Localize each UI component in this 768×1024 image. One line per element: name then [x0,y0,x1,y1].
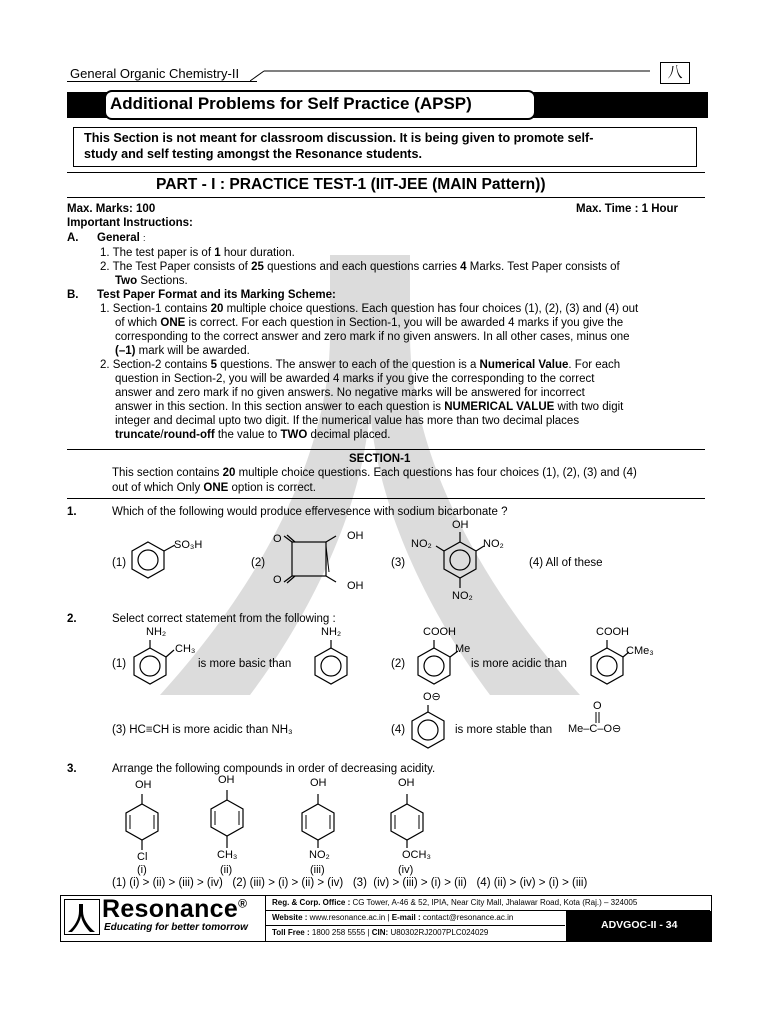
section-a-title [97,232,146,245]
instruction-a1-post: hour duration. [220,247,295,259]
s1-l1-post: multiple choice questions. Each questions has four choices (1), (2), (3) and (4) [235,467,637,479]
instruction-a1-bold: 1 [214,247,221,259]
instructions-heading: Important Instructions: [67,217,193,229]
instruction-a2-bold1: 25 [251,261,264,273]
q3-sub-iii: NO₂ [309,849,330,861]
q1-picric-no2-bottom: NO₂ [452,590,473,602]
footer-logo-block [62,897,262,938]
q1-picric-no2-left: NO₂ [411,538,432,550]
part-title: PART - I : PRACTICE TEST-1 (IIT-JEE (MAIN Pattern)) [156,176,546,193]
q3-sub-i: Cl [137,851,148,863]
footer-cin-text: U80302RJ2007PLC024029 [388,928,489,937]
q3-text: Arrange the following compounds in order of decreasing acidity. [112,763,436,775]
b2-l6-bold3: TWO [280,429,308,441]
q2-ch3: CH₃ [175,643,196,655]
header-rule [67,81,257,82]
b1-l2-bold: ONE [160,317,186,329]
footer-brand-text: Resonance [102,895,239,923]
instruction-a1 [100,247,295,260]
s1-l2-post: option is correct. [228,482,316,494]
b1-l4-bold: (–1) [115,345,136,357]
footer-brand-reg: ® [238,896,248,911]
q1-option-2-label: (2) [251,557,266,569]
chapter-title: General Organic Chemistry-II [70,66,240,81]
instruction-a2 [100,261,620,274]
instruction-b2-l5: integer and decimal upto two digit. If the numerical value has more than two decimal places [115,415,580,427]
section1-line2 [112,482,316,495]
q1-text: Which of the following would produce effervesence with sodium bicarbonate ? [112,506,508,518]
q2-cooh-b: COOH [596,626,629,638]
footer-website [272,911,513,924]
instruction-b2-l3: answer and zero mark if no given answers. No negative marks will be answered for incorrect [115,387,585,399]
footer-page-code: ADVGOC-II - 34 [601,919,678,931]
q3-oh-iii: OH [310,777,327,789]
q2-acetate-o: O [593,700,602,712]
section1-line1 [112,467,637,480]
b2-l1-mid: questions. The answer to each of the question is a [217,359,480,371]
b1-l1-bold: 20 [210,303,224,315]
s1-l2-bold: ONE [203,482,229,494]
q1-oxo-bottom: O [273,574,282,586]
apsp-title: Additional Problems for Self Practice (APSP) [110,94,472,113]
instruction-b2-l1 [100,359,620,372]
q2-option-1-text: is more basic than [198,658,292,670]
section-a-label: A. [67,232,79,244]
q2-me: Me [455,643,471,655]
q3-structures [110,786,440,866]
q3-label-ii: (ii) [220,864,233,876]
section1-rule-top [67,449,705,450]
q3-label-iv: (iv) [398,864,414,876]
q3-oh-ii: OH [218,774,235,786]
max-marks: Max. Marks: 100 [67,203,156,215]
q2-structure-phenoxide [404,696,454,754]
q1-number: 1. [67,506,77,518]
footer-office-label: Reg. & Corp. Office : [272,898,351,907]
b1-l4-post: mark will be awarded. [135,345,250,357]
q1-oxo-top: O [273,533,282,545]
q2-option-4-label: (4) [391,724,406,736]
resonance-logo-icon [64,899,100,935]
q2-nh2-b: NH₂ [321,626,342,638]
header-slant [250,64,710,84]
q1-oh-bottom: OH [347,580,364,592]
b1-l2-post: is correct. For each question in Section-1, you will be awarded 4 marks if you give the [185,317,624,329]
footer-tollfree-label: Toll Free : [272,928,310,937]
section-b-title: Test Paper Format and its Marking Scheme: [97,289,336,301]
q2-cooh-a: COOH [423,626,456,638]
q2-option-1-label: (1) [112,658,127,670]
footer-brand [102,895,247,924]
header-logo [660,62,690,84]
q3-oh-iv: OH [398,777,415,789]
q3-label-iii: (iii) [310,864,325,876]
b2-l1-post: . For each [568,359,621,371]
footer-website-label: Website : [272,913,308,922]
q3-number: 3. [67,763,77,775]
q1-structure-picric-acid [430,528,490,594]
b2-l6-slash: / [160,429,164,441]
q1-picric-no2-right: NO₂ [483,538,504,550]
footer-email-label: E-mail : [391,913,421,922]
section-a-title-text: General [97,232,140,244]
s1-l2-pre: out of which Only [112,482,204,494]
q1-so3h: SO₃H [174,539,203,551]
q2-number: 2. [67,613,77,625]
instruction-a2-bold2: 4 [460,261,467,273]
footer-tollfree [272,926,488,939]
q3-phenol-iv [391,794,423,848]
footer-email-text: contact@resonance.ac.in [420,913,514,922]
notice-line-1: This Section is not meant for classroom discussion. It is being given to promote self- [84,131,594,145]
q2-cme3: CMe₃ [626,645,654,657]
b2-l6-post: decimal placed. [307,429,391,441]
section1-heading: SECTION-1 [349,453,411,465]
notice-line-2: study and self testing amongst the Resonance students. [84,147,422,161]
b1-l2-pre: of which [115,317,161,329]
section-b-label: B. [67,289,79,301]
q2-phenoxide-o: O⊖ [423,691,441,703]
q3-oh-i: OH [135,779,152,791]
b2-l4-bold: NUMERICAL VALUE [444,401,555,413]
b2-l4-post: with two digit [554,401,624,413]
footer-office [272,896,637,909]
footer-office-text: CG Tower, A-46 & 52, IPIA, Near City Mall, Jhalawar Road, Kota (Raj.) – 324005 [350,898,638,907]
q2-acetate: Me–C–O⊖ [568,723,622,735]
footer-divider [265,895,266,942]
q1-structure-benzenesulfonic-acid [128,535,218,585]
instruction-b1-l2 [115,317,623,330]
max-time: Max. Time : 1 Hour [576,203,679,215]
b2-l6-mid: the value to [214,429,281,441]
q2-option-3: (3) HC≡CH is more acidic than NH₃ [112,724,293,736]
b1-l1-post: multiple choice questions. Each question has four choices (1), (2), (3) and (4) out [223,303,639,315]
instruction-a2-post: Marks. Test Paper consists of [466,261,620,273]
instruction-a2-line2-text: Sections. [137,275,188,287]
q2-structure-aniline [303,636,359,692]
b2-l1-bold2: Numerical Value [479,359,569,371]
part-rule-top [67,172,705,173]
b2-l6-bold1: truncate [115,429,161,441]
q2-option-2-label: (2) [391,658,406,670]
instruction-a2-text: 2. The Test Paper consists of [100,261,252,273]
q2-text: Select correct statement from the following : [112,613,336,625]
s1-l1-pre: This section contains [112,467,223,479]
instruction-b2-l4 [115,401,623,414]
q3-sub-ii: CH₃ [217,849,238,861]
b2-l1-pre: 2. Section-2 contains [100,359,211,371]
b2-l1-bold: 5 [210,359,217,371]
q1-option-1-label: (1) [112,557,127,569]
instruction-a1-text: 1. The test paper is of [100,247,215,259]
instruction-b2-l2: question in Section-2, you will be awarded 4 marks if you give the corresponding to the correct [115,373,595,385]
q2-nh2-a: NH₂ [146,626,167,638]
q2-option-2-text: is more acidic than [471,658,567,670]
q3-phenol-ii [211,790,243,848]
instruction-b1-l1 [100,303,638,316]
logo-glyph: 八 [667,64,683,81]
footer-tollfree-text: 1800 258 5555 | [309,928,372,937]
section1-rule-bottom [67,498,705,499]
instruction-b1-l3: corresponding to the correct answer and zero mark if no given answers. In all other cases, minus one [115,331,630,343]
q1-picric-oh: OH [452,519,469,531]
q3-label-i: (i) [137,864,147,876]
q3-sub-iv: OCH₃ [402,849,431,861]
instruction-a2-line2 [115,275,188,288]
q3-phenol-iii [302,794,334,848]
b2-l4-pre: answer in this section. In this section answer to each question is [115,401,445,413]
footer-website-text: www.resonance.ac.in | [307,913,392,922]
q1-oh-top: OH [347,530,364,542]
footer-tagline: Educating for better tomorrow [104,922,248,933]
instruction-b2-l6 [115,429,390,442]
q1-option-3-label: (3) [391,557,406,569]
instruction-a2-line2-bold: Two [115,275,138,287]
b1-l1-pre: 1. Section-1 contains [100,303,211,315]
q2-option-4-text: is more stable than [455,724,553,736]
s1-l1-bold: 20 [222,467,236,479]
q3-options: (1) (i) > (ii) > (iii) > (iv) (2) (iii) > (i) > (ii) > (iv) (3) (iv) > (iii) > (i) > (ii) (4) (ii) > (iv) > (i) > (iii) [112,877,588,889]
q3-phenol-i [126,794,158,850]
part-rule-bottom [67,197,705,198]
instruction-a2-mid: questions and each questions carries [263,261,461,273]
section-a-colon: : [143,233,146,243]
b2-l6-bold2: round-off [163,429,215,441]
instruction-b1-l4 [115,345,250,358]
q1-option-4: (4) All of these [529,557,603,569]
footer-cin-label: CIN: [371,928,389,937]
